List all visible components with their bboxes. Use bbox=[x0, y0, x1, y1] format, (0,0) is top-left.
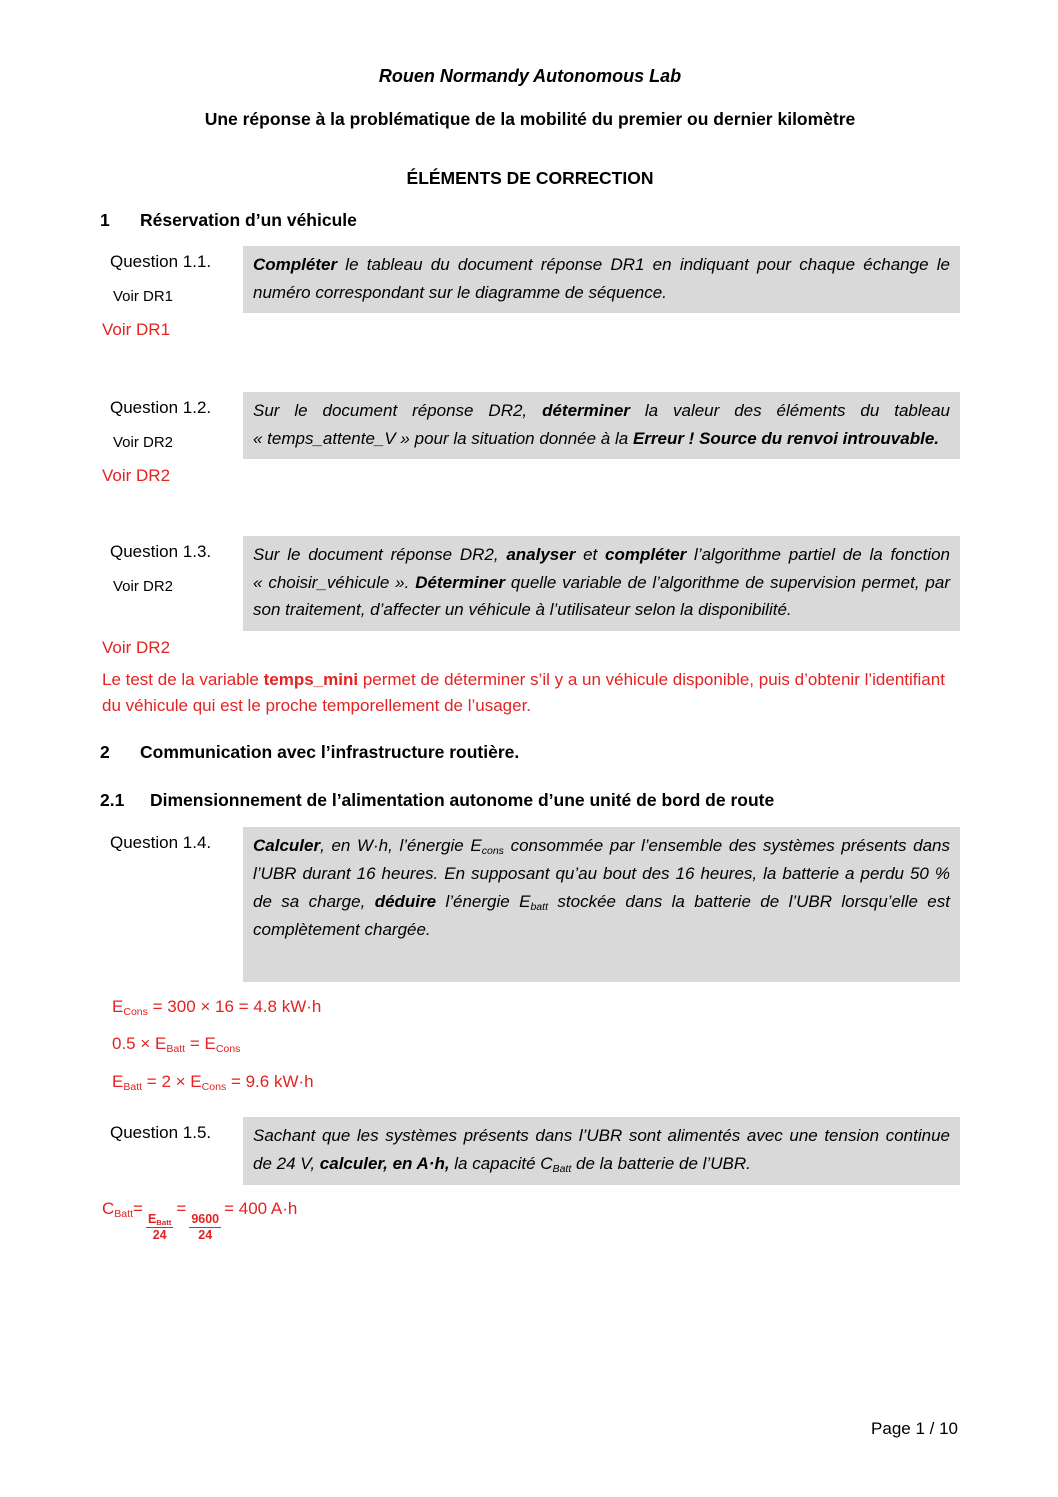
answer-1-5-cbatt bbox=[100, 1199, 960, 1243]
subscript-batt: Batt bbox=[114, 1207, 134, 1220]
statement-segment: calculer, en A·h, bbox=[319, 1153, 450, 1173]
answer-1-1: Voir DR1 bbox=[102, 320, 171, 340]
section-2-1-number: 2.1 bbox=[100, 790, 125, 811]
formula-segment: C bbox=[102, 1198, 115, 1218]
subscript-batt: Batt bbox=[166, 1043, 186, 1056]
section-2-title: Communication avec l’infrastructure routière. bbox=[140, 742, 520, 763]
statement-segment: consommée par l’ensemble des systèmes présents dans l’UBR durant 16 heures. En supposant qu’au bout des 16 heures, la batterie a perdu 50 % de sa charge, bbox=[253, 836, 950, 911]
question-1-3-statement bbox=[243, 536, 960, 631]
question-1-1-statement bbox=[243, 246, 960, 313]
section-1-number: 1 bbox=[100, 210, 110, 230]
question-1-1-label: Question 1.1. bbox=[110, 252, 212, 271]
formula-segment: = 2 × E bbox=[142, 1072, 202, 1092]
question-1-5-row bbox=[100, 1117, 960, 1185]
question-1-2-row bbox=[100, 392, 960, 459]
subscript-cons: Cons bbox=[201, 1081, 227, 1094]
question-1-3-ref: Voir DR2 bbox=[113, 578, 174, 596]
formula-segment: E bbox=[147, 1211, 157, 1226]
question-1-2-label-column bbox=[100, 392, 243, 451]
statement-segment: la valeur des éléments du tableau « temps_attente_V » pour la situation donnée à la bbox=[253, 401, 950, 448]
section-2-1-title: Dimensionnement de l’alimentation autonome d’une unité de bord de route bbox=[150, 790, 775, 811]
section-2-heading bbox=[100, 742, 960, 763]
answer-1-3-ref: Voir DR2 bbox=[102, 637, 171, 657]
fraction-numerator: 9600 bbox=[191, 1211, 220, 1226]
statement-segment: Compléter bbox=[253, 255, 338, 274]
subscript-cons: Cons bbox=[123, 1005, 148, 1018]
question-1-2-label: Question 1.2. bbox=[110, 398, 212, 418]
section-1-title: Réservation d’un véhicule bbox=[140, 210, 357, 230]
question-1-5-label-column bbox=[100, 1117, 243, 1143]
question-1-3-row bbox=[100, 536, 960, 631]
subscript-batt: Batt bbox=[123, 1081, 143, 1094]
question-1-4-statement bbox=[243, 827, 960, 981]
formula-segment: = 400 A·h bbox=[224, 1198, 298, 1218]
answer-1-4-ebatt bbox=[100, 1072, 960, 1093]
formula-segment: = bbox=[176, 1198, 187, 1218]
fraction-numerator bbox=[146, 1212, 173, 1228]
answer-1-3-text bbox=[100, 667, 960, 720]
question-1-2-ref: Voir DR2 bbox=[113, 434, 174, 452]
question-1-4-label: Question 1.4. bbox=[110, 833, 212, 853]
formula-segment: 0.5 × E bbox=[112, 1034, 167, 1054]
statement-segment: le tableau du document réponse DR1 en indiquant pour chaque échange le numéro correspondant sur le diagramme de séquence. bbox=[253, 255, 950, 302]
subscript-cons: Cons bbox=[215, 1043, 241, 1056]
statement-segment: la capacité C bbox=[449, 1153, 553, 1173]
question-1-3-label: Question 1.3. bbox=[110, 542, 212, 562]
statement-segment: analyser bbox=[506, 545, 576, 565]
formula-segment: = bbox=[133, 1198, 143, 1218]
section-1-heading bbox=[100, 210, 960, 231]
formula-segment: E bbox=[112, 996, 124, 1016]
answer-1-2: Voir DR2 bbox=[102, 466, 171, 486]
question-1-5-statement bbox=[243, 1117, 960, 1185]
subscript-batt: Batt bbox=[156, 1218, 172, 1228]
statement-segment: de la batterie de l’UBR. bbox=[571, 1153, 751, 1173]
statement-segment: déduire bbox=[374, 891, 437, 911]
formula-segment: = 300 × 16 = 4.8 kW·h bbox=[147, 996, 322, 1016]
statement-segment: déterminer bbox=[542, 401, 630, 421]
statement-segment: Déterminer bbox=[415, 572, 506, 592]
answer-segment: temps_mini bbox=[263, 669, 359, 689]
statement-segment: compléter bbox=[605, 545, 687, 565]
answer-1-4-econs bbox=[100, 997, 960, 1018]
formula-segment: = E bbox=[185, 1034, 216, 1054]
question-1-4-label-column bbox=[100, 827, 243, 853]
fraction-denominator: 24 bbox=[198, 1227, 213, 1242]
question-1-2-statement bbox=[243, 392, 960, 459]
subscript-econs: cons bbox=[481, 845, 504, 858]
question-1-3-label-column bbox=[100, 536, 243, 595]
question-1-1-label-column bbox=[100, 246, 243, 305]
formula-segment: E bbox=[112, 1072, 124, 1092]
fraction-ebatt-over-24 bbox=[146, 1212, 173, 1243]
statement-segment: et bbox=[575, 545, 606, 565]
statement-segment: stockée dans la batterie de l’UBR lorsqu’elle est complètement chargée. bbox=[253, 891, 950, 939]
subscript-cbatt: Batt bbox=[552, 1162, 572, 1175]
document-subtitle: Une réponse à la problématique de la mobilité du premier ou dernier kilomètre bbox=[204, 109, 856, 129]
statement-segment: Sur le document réponse DR2, bbox=[253, 401, 543, 421]
statement-segment: , en W·h, l’énergie E bbox=[320, 836, 482, 856]
section-2-number: 2 bbox=[100, 742, 110, 763]
page-number: Page 1 / 10 bbox=[871, 1419, 958, 1438]
statement-segment: l’algorithme partiel de la fonction « choisir_véhicule ». bbox=[253, 545, 951, 592]
answer-segment: Le test de la variable bbox=[102, 669, 264, 689]
correction-heading: ÉLÉMENTS DE CORRECTION bbox=[406, 168, 654, 188]
fraction-denominator: 24 bbox=[152, 1228, 167, 1243]
statement-segment: quelle variable de l’algorithme de supervision permet, par son traitement, d’affecter un véhicule à l’utilisateur selon la disponibilité. bbox=[253, 572, 950, 620]
section-2-1-heading bbox=[100, 790, 960, 811]
question-1-5-label: Question 1.5. bbox=[110, 1123, 212, 1143]
subscript-ebatt: batt bbox=[530, 900, 549, 913]
fraction-9600-over-24 bbox=[189, 1212, 221, 1243]
statement-segment: Sur le document réponse DR2, bbox=[253, 545, 507, 565]
answer-1-4-ratio bbox=[100, 1034, 960, 1055]
statement-segment: Calculer bbox=[253, 836, 321, 856]
statement-segment: Erreur ! Source du renvoi introuvable. bbox=[632, 428, 940, 448]
formula-segment: = 9.6 kW·h bbox=[226, 1072, 314, 1092]
question-1-1-row bbox=[100, 246, 960, 313]
statement-segment: l’énergie E bbox=[436, 891, 531, 911]
question-1-1-ref: Voir DR1 bbox=[113, 288, 174, 305]
answer-segment: permet de déterminer s’il y a un véhicule disponible, puis d’obtenir l’identifiant du véhicule qui est le proche temporellement de l’usager. bbox=[102, 669, 945, 716]
document-title: Rouen Normandy Autonomous Lab bbox=[378, 66, 682, 86]
statement-segment: Sachant que les systèmes présents dans l’UBR sont alimentés avec une tension continue de 24 V, bbox=[253, 1126, 950, 1173]
question-1-4-row bbox=[100, 827, 960, 981]
